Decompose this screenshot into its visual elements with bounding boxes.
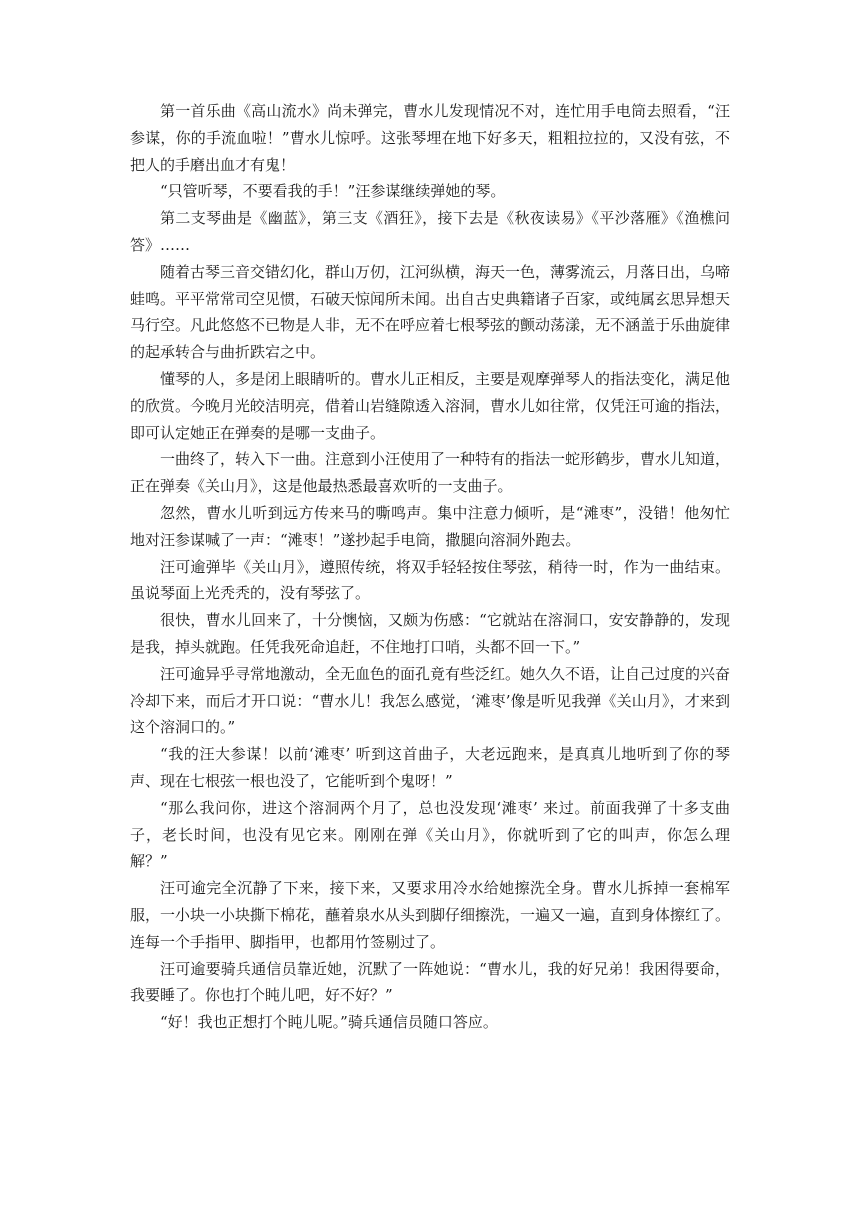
document-page <box>130 98 730 1036</box>
paragraph: “好！我也正想打个盹儿呢。”骑兵通信员随口答应。 <box>160 1013 498 1032</box>
paragraph: 第二支琴曲是《幽蓝》，第三支《酒狂》，接下去是《秋夜读易》《平沙落雁》《渔樵问答》…… <box>130 209 730 254</box>
paragraph: 忽然，曹水儿听到远方传来马的嘶鸣声。集中注意力倾听，是“滩枣”，没错！他匆忙地对汪参谋喊了一声：“滩枣！”遂抄起手电筒，撒腿向溶洞外跑去。 <box>130 503 730 549</box>
paragraph: 懂琴的人，多是闭上眼睛听的。曹水儿正相反，主要是观摩弹琴人的指法变化，满足他的欣赏。今晚月光皎洁明亮，借着山岩缝隙透入溶洞，曹水儿如往常，仅凭汪可逾的指法，即可认定她正在弹奏的是哪一支曲子。 <box>130 369 731 442</box>
paragraph: “那么我问你，进这个溶洞两个月了，总也没发现‘滩枣’ 来过。前面我弹了十多支曲子，老长时间，也没有见它来。刚刚在弹《关山月》，你就听到了它的叫声，你怎么理解？” <box>130 798 730 871</box>
paragraph: 很快，曹水儿回来了，十分懊恼，又颇为伤感：“它就站在溶洞口，安安静静的，发现是我，掉头就跑。任凭我死命追赶，不住地打口哨，头都不回一下。” <box>130 611 730 656</box>
paragraph: 汪可逾弹毕《关山月》，遵照传统，将双手轻轻按住琴弦，稍待一时，作为一曲结束。虽说琴面上光秃秃的，没有琴弦了。 <box>130 557 730 603</box>
paragraph: 一曲终了，转入下一曲。注意到小汪使用了一种特有的指法一蛇形鹤步，曹水儿知道，正在弹奏《关山月》，这是他最热悉最喜欢听的一支曲子。 <box>130 450 731 496</box>
paragraph: 随着古琴三音交错幻化，群山万仞，江河纵横，海天一色，薄雾流云，月落日出，乌啼蛙鸣。平平常常司空见惯，石破天惊闻所未闻。出自古史典籍诸子百家，或纯属玄思异想天马行空。凡此悠悠不已物是人非，无不在呼应着七根琴弦的颤动荡漾，无不涵盖于乐曲旋律的起承转合与曲折跌宕之中。 <box>130 262 731 362</box>
paragraph: 第一首乐曲《高山流水》尚未弹完，曹水儿发现情况不对，连忙用手电筒去照看，“汪参谋，你的手流血啦！”曹水儿惊呼。这张琴埋在地下好多天，粗粗拉拉的，又没有弦，不把人的手磨出血才有鬼！ <box>130 102 730 174</box>
paragraph: 汪可逾完全沉静了下来，接下来，又要求用冷水给她擦洗全身。曹水儿拆掉一套棉军服，一小块一小块撕下棉花，蘸着泉水从头到脚仔细擦洗，一遍又一遍，直到身体擦红了。连每一个手指甲、脚指甲，也都用竹签剔过了。 <box>130 879 731 951</box>
paragraph: “只管听琴，不要看我的手！”汪参谋继续弹她的琴。 <box>160 182 506 201</box>
paragraph: 汪可逾异乎寻常地激动，全无血色的面孔竟有些泛红。她久久不语，让自己过度的兴奋冷却下来，而后才开口说：“曹水儿！我怎么感觉，‘滩枣’像是听见我弹《关山月》，才来到这个溶洞口的。” <box>130 664 731 737</box>
paragraph: “我的汪大参谋！以前‘滩枣’ 听到这首曲子，大老远跑来，是真真儿地听到了你的琴声、现在七根弦一根也没了，它能听到个鬼呀！” <box>130 745 730 790</box>
paragraph: 汪可逾要骑兵通信员靠近她，沉默了一阵她说：“曹水儿，我的好兄弟！我困得要命，我要睡了。你也打个盹儿吧，好不好？” <box>130 959 730 1005</box>
